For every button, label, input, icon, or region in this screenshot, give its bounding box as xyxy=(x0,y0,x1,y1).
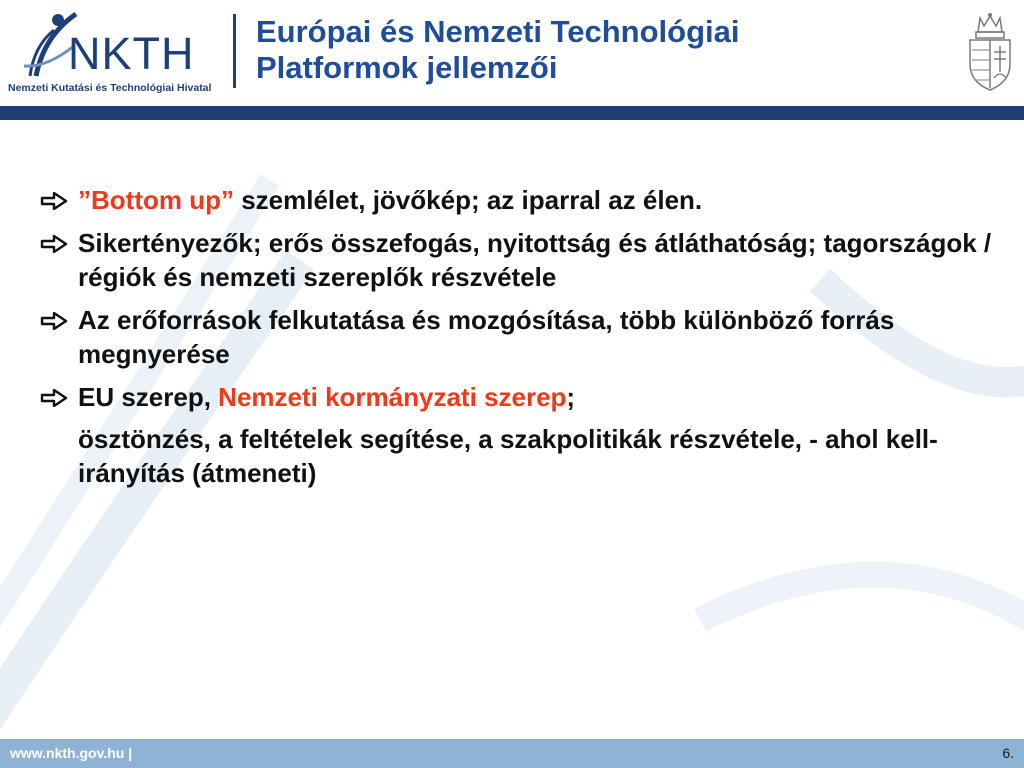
bullet-text: Az erőforrások felkutatása és mozgósítása, több különböző forrás megnyerése xyxy=(78,305,895,369)
bullet-highlight: ”Bottom up” xyxy=(78,185,234,215)
slide-title xyxy=(256,14,739,86)
continuation-text: ösztönzés, a feltételek segítése, a szakpolitikák részvétele, - ahol kell- irányítás (átmeneti) xyxy=(78,424,938,488)
bullet-text: szemlélet, jövőkép; az iparral az élen. xyxy=(233,185,703,215)
bullet-item xyxy=(40,226,1000,294)
logo-text: NKTH xyxy=(68,28,195,79)
nkth-logo xyxy=(6,6,228,98)
bullet-text: Sikertényezők; erős összefogás, nyitottság és átláthatóság; tagországok / régiók és nemzeti szereplők részvétele xyxy=(78,228,992,292)
header-divider xyxy=(233,14,236,88)
bullet-item xyxy=(40,183,1000,217)
hollow-arrow-right-icon xyxy=(40,235,68,253)
bullet-text: ; xyxy=(566,382,576,412)
bullet-item xyxy=(40,380,1000,414)
page-number: 6. xyxy=(1002,745,1014,761)
footer-url: www.nkth.gov.hu | xyxy=(10,745,133,761)
slide-body xyxy=(40,183,1000,490)
slide-title-line-1: Európai és Nemzeti Technológiai xyxy=(256,14,740,49)
slide-title-line-2: Platformok jellemzői xyxy=(256,50,558,85)
bullet-item xyxy=(40,303,1000,371)
bullet-text: EU szerep, xyxy=(78,382,219,412)
bullet-highlight: Nemzeti kormányzati szerep xyxy=(218,382,567,412)
hungarian-coat-of-arms-icon xyxy=(962,12,1018,92)
hollow-arrow-right-icon xyxy=(40,389,68,407)
hollow-arrow-right-icon xyxy=(40,192,68,210)
logo-subtitle: Nemzeti Kutatási és Technológiai Hivatal xyxy=(8,82,212,94)
header-bar xyxy=(0,106,1024,120)
hollow-arrow-right-icon xyxy=(40,312,68,330)
slide-footer xyxy=(0,739,1024,768)
slide-header xyxy=(0,0,1024,108)
